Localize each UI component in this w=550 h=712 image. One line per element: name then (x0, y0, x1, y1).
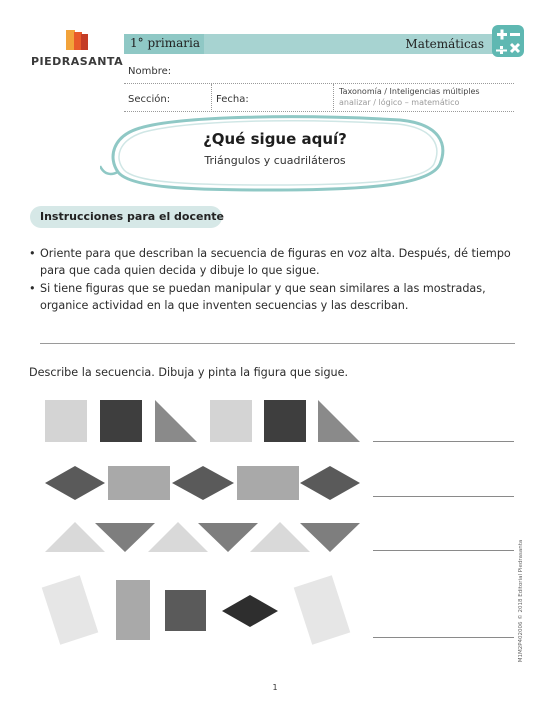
section-label: Sección: (128, 94, 171, 105)
grade-label: 1° primaria (130, 36, 200, 50)
dark-rhombus (45, 466, 105, 500)
dark-square (100, 400, 142, 442)
dark-square (264, 400, 306, 442)
light-square (210, 400, 252, 442)
upright-rectangle (116, 580, 150, 640)
tilted-rectangle (42, 575, 99, 644)
instruction-item (29, 280, 519, 314)
section-rule (40, 343, 515, 344)
section-line (124, 111, 514, 112)
light-rectangle (237, 466, 299, 500)
light-triangle-up (45, 522, 105, 552)
right-triangle (155, 400, 197, 442)
answer-line[interactable] (373, 637, 514, 638)
taxonomy-title: Taxonomía / Inteligencias múltiples (339, 87, 480, 96)
math-operations-icon (492, 25, 524, 57)
field-divider (211, 84, 212, 110)
light-triangle-up (148, 522, 208, 552)
light-rectangle (108, 466, 170, 500)
sequence-row-4 (42, 575, 351, 644)
dark-triangle-down (198, 523, 258, 552)
sequence-row-2 (45, 466, 360, 500)
dark-triangle-down (300, 523, 360, 552)
task-instruction: Describe la secuencia. Dibuja y pinta la figura que sigue. (29, 366, 349, 379)
subject-label: Matemáticas (405, 37, 484, 51)
instructions-heading: Instrucciones para el docente (40, 210, 225, 223)
right-triangle (318, 400, 360, 442)
instruction-text: Si tiene figuras que se puedan manipular y que sean similares a las mostradas, organice actividad en la que inventen secuencias y las describan. (40, 282, 486, 312)
page-number: 1 (272, 683, 278, 692)
instruction-item (29, 245, 519, 279)
copyright-code: M1M2P402006 © 2018 Editorial Piedrasanta (518, 539, 524, 663)
instruction-text: Oriente para que describan la secuencia de figuras en voz alta. Después, dé tiempo para que cada quien decida y dibuje lo que sigue. (40, 247, 511, 277)
page-title: ¿Qué sigue aquí? (203, 130, 347, 148)
shape-sequences (0, 390, 550, 650)
dark-triangle-down (95, 523, 155, 552)
date-label: Fecha: (216, 94, 249, 105)
tilted-rectangle (294, 575, 351, 644)
name-line (124, 83, 514, 84)
answer-line[interactable] (373, 441, 514, 442)
publisher-logo-text: PIEDRASANTA (31, 55, 124, 68)
dark-rhombus (172, 466, 234, 500)
name-label: Nombre: (128, 66, 172, 77)
field-divider (333, 84, 334, 110)
light-square (45, 400, 87, 442)
answer-line[interactable] (373, 550, 514, 551)
dark-rhombus (300, 466, 360, 500)
bullet-icon: • (29, 247, 36, 260)
sequence-row-3 (45, 522, 360, 552)
taxonomy-subtitle: analizar / lógico – matemático (339, 98, 460, 107)
answer-line[interactable] (373, 496, 514, 497)
light-triangle-up (250, 522, 310, 552)
page-subtitle: Triángulos y cuadriláteros (204, 154, 346, 167)
dark-square (165, 590, 206, 631)
dark-rhombus (222, 595, 278, 627)
sequence-row-1 (45, 400, 360, 442)
bullet-icon: • (29, 282, 36, 295)
